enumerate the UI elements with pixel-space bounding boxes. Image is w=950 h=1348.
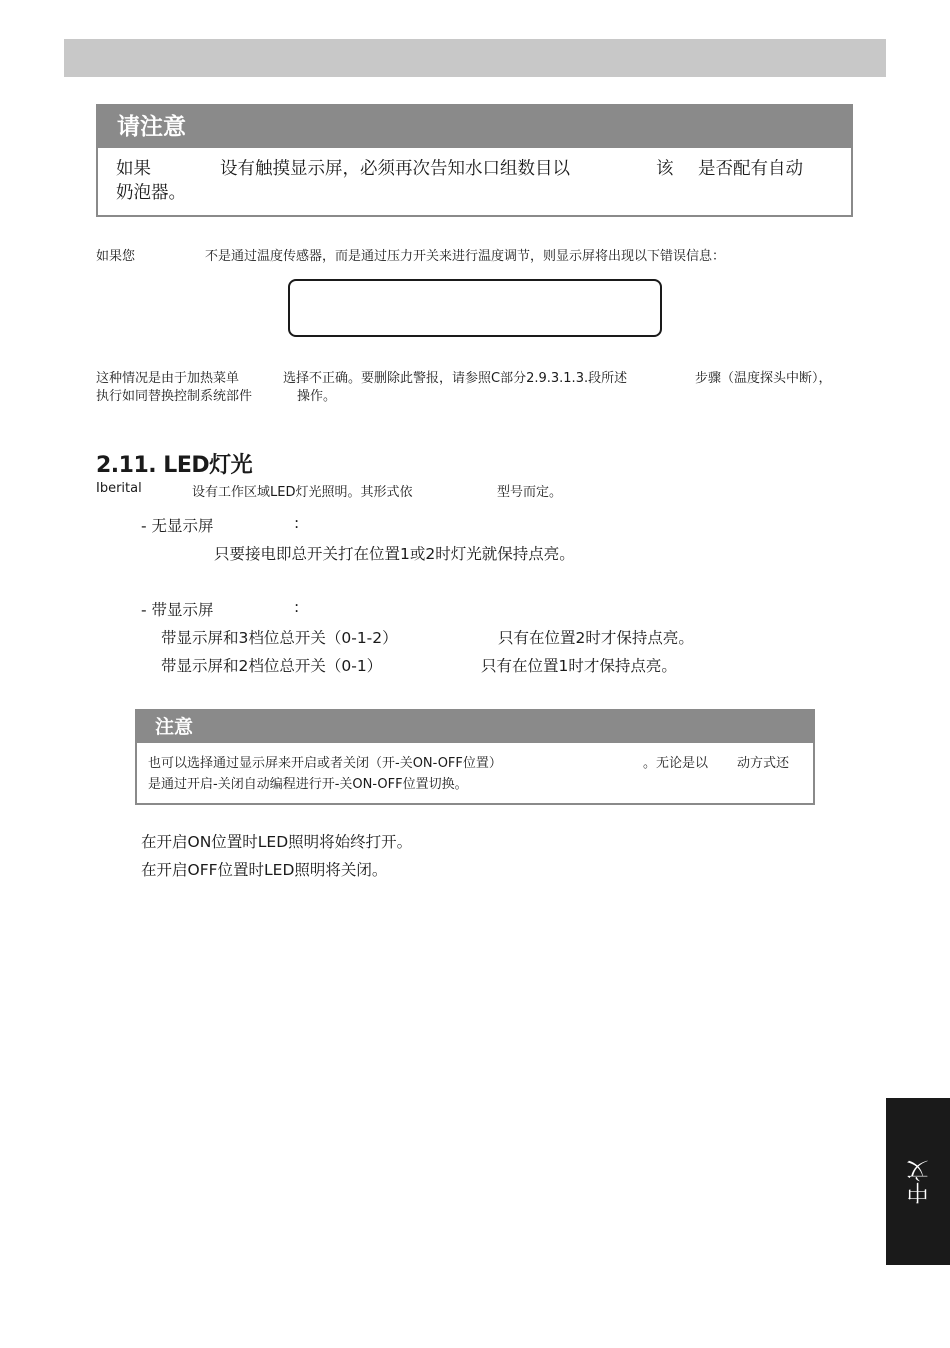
explanation-text: 步骤（温度探头中断）， bbox=[695, 371, 832, 386]
explanation-text: 选择不正确。要删除此警报，请参照C部分2.9.3.1.3.段所述 bbox=[283, 371, 628, 386]
on-text: 在开启ON位置时LED照明将始终打开。 bbox=[141, 833, 413, 851]
notice-text: 如果 bbox=[116, 159, 151, 179]
error-intro: 不是通过温度传感器，而是通过压力开关来进行温度调节，则显示屏将出现以下错误信息： bbox=[205, 249, 726, 264]
error-display-box bbox=[288, 279, 662, 337]
notice-text: 是否配有自动 bbox=[698, 159, 803, 179]
note-text: 是通过开启-关闭自动编程进行开-关ON-OFF位置切换。 bbox=[148, 777, 468, 792]
no-display-label: - 无显示屏 bbox=[141, 517, 214, 535]
note-title: 注意 bbox=[137, 711, 813, 743]
off-text: 在开启OFF位置时LED照明将关闭。 bbox=[141, 861, 388, 879]
note-text: 也可以选择通过显示屏来开启或者关闭（开-关ON-OFF位置） bbox=[148, 756, 502, 771]
explanation-text: 这种情况是由于加热菜单 bbox=[96, 371, 240, 386]
notice-title: 请注意 bbox=[98, 106, 851, 148]
display-2pos-result: 只有在位置1时才保持点亮。 bbox=[481, 657, 677, 675]
error-intro: 如果您 bbox=[96, 249, 136, 264]
language-label: 中文 bbox=[907, 1160, 932, 1204]
colon: : bbox=[294, 598, 300, 616]
note-text: 动方式还 bbox=[737, 756, 790, 771]
display-label: - 带显示屏 bbox=[141, 601, 214, 619]
explanation-text: 操作。 bbox=[297, 389, 337, 404]
colon: : bbox=[294, 514, 300, 532]
header-bar bbox=[64, 39, 886, 77]
notice-text: 设有触摸显示屏，必须再次告知水口组数目以 bbox=[220, 159, 570, 179]
display-3pos-result: 只有在位置2时才保持点亮。 bbox=[498, 629, 694, 647]
section-title: 2.11. LED灯光 bbox=[96, 453, 253, 478]
led-intro: Iberital bbox=[96, 481, 142, 496]
note-text: 。无论是以 bbox=[643, 756, 709, 771]
notice-text: 奶泡器。 bbox=[116, 183, 186, 203]
no-display-text: 只要接电即总开关打在位置1或2时灯光就保持点亮。 bbox=[214, 545, 575, 563]
display-2pos: 带显示屏和2档位总开关（0-1） bbox=[161, 657, 383, 675]
led-intro: 设有工作区域LED灯光照明。其形式依 bbox=[192, 485, 413, 500]
explanation-text: 执行如同替换控制系统部件 bbox=[96, 389, 253, 404]
display-3pos: 带显示屏和3档位总开关（0-1-2） bbox=[161, 629, 398, 647]
notice-text: 该 bbox=[656, 159, 674, 179]
led-intro: 型号而定。 bbox=[497, 485, 563, 500]
language-tab bbox=[886, 1098, 950, 1265]
